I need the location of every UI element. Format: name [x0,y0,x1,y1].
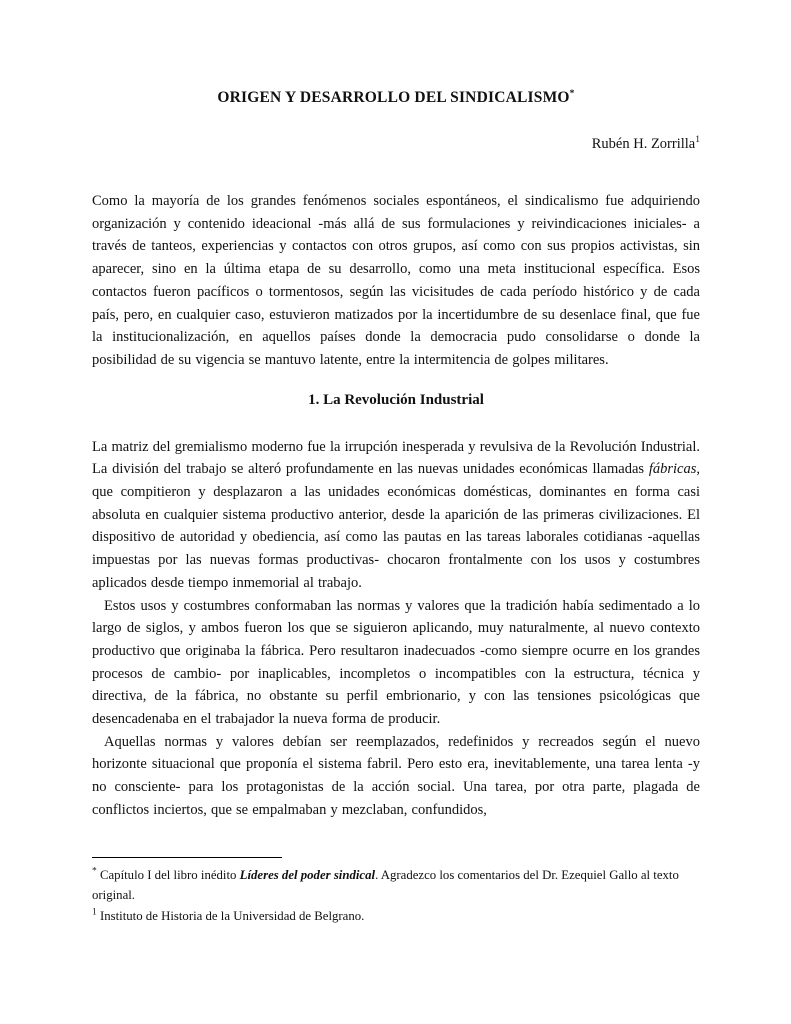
section-heading-revolucion-industrial: 1. La Revolución Industrial [308,391,484,408]
footnote-one [92,906,700,927]
document-title [92,88,700,108]
title-footnote-marker: * [569,88,575,99]
paragraph-2-text-before: La matriz del gremialismo moderno fue la irrupción inesperada y revulsiva de la Revolución Industrial. La división del trabajo se alteró profundamente en las nuevas unidades económicas llamadas [92,438,700,478]
author-footnote-marker: 1 [695,135,700,146]
paragraph-usos-costumbres: Estos usos y costumbres conformaban las normas y valores que la tradición había sedimentado a lo largo de siglos, y ambos fueron los que se siguieron aplicando, muy naturalmente, al nuevo contexto productivo que originaba la fábrica. Pero resultaron inadecuados -como siempre ocurre en los grandes procesos de cambio- por inaplicables, incompletos o incompatibles con la estructura, técnica y directiva, de la fábrica, no obstante su perfil embrionario, y con las tensiones psicológicas que desencadenaba en el trabajador la nueva forma de producir. [92,597,700,728]
footnote-star-text-after: . Agradezco los comentarios del Dr. Ezequiel Gallo al texto original. [92,867,679,903]
paragraph-matriz-gremialismo [92,436,700,595]
author-name: Rubén H. Zorrilla [591,136,696,152]
paragraph-2-text-after: , que compitieron y desplazaron a las unidades económicas domésticas, dominantes en forma casi absoluta en cualquier sistema productivo anterior, desde la aparición de las primeras civilizaciones. El dispositivo de autoridad y obediencia, así como las pautas en las tareas laborales cotidianas -aquellas impuestas por las nuevas formas productivas- chocaron frontalmente con los usos y costumbres aplicados desde tiempo inmemorial al trabajo. [92,461,700,591]
footnote-divider [92,857,282,858]
paragraph-normas-valores: Aquellas normas y valores debían ser reemplazados, redefinidos y recreados según el nuevo horizonte situacional que proponía el sistema fabril. Pero esto era, inevitablemente, una tarea lenta -y no consciente- para los protagonistas de la acción social. Una tarea, por otra parte, plagada de conflictos inciertos, que se empalmaban y mezclaban, confundidos, [92,733,700,818]
document-title-text: ORIGEN Y DESARROLLO DEL SINDICALISMO [217,89,570,106]
footnote-area [92,857,700,927]
footnote-star [92,865,700,906]
author-line [92,135,700,154]
footnote-book-title: Líderes del poder sindical [239,867,376,882]
footnote-one-marker: 1 [92,907,97,918]
italic-term-fabricas: fábricas [648,461,697,478]
footnote-star-text-before: Capítulo I del libro inédito [96,867,240,882]
footnote-star-marker: * [92,866,97,877]
footnote-one-text: Instituto de Historia de la Universidad de Belgrano. [96,908,365,923]
paragraph-intro: Como la mayoría de los grandes fenómenos sociales espontáneos, el sindicalismo fue adquiriendo organización y contenido ideacional -más allá de sus formulaciones y reivindicaciones iniciales- a través de tanteos, experiencias y contactos con otros grupos, así como con sus propios activistas, sin aparecer, sino en la última etapa de su desarrollo, como una meta institucional específica. Esos contactos fueron pacíficos o tormentosos, según las vicisitudes de cada período histórico y de cada país, pero, en cualquier caso, estuvieron matizados por la incertidumbre de su desenlace final, que fue la institucionalización, en aquellos países donde la democracia pudo consolidarse o donde la posibilidad de su vigencia se mantuvo latente, entre la intermitencia de golpes militares. [92,193,700,368]
